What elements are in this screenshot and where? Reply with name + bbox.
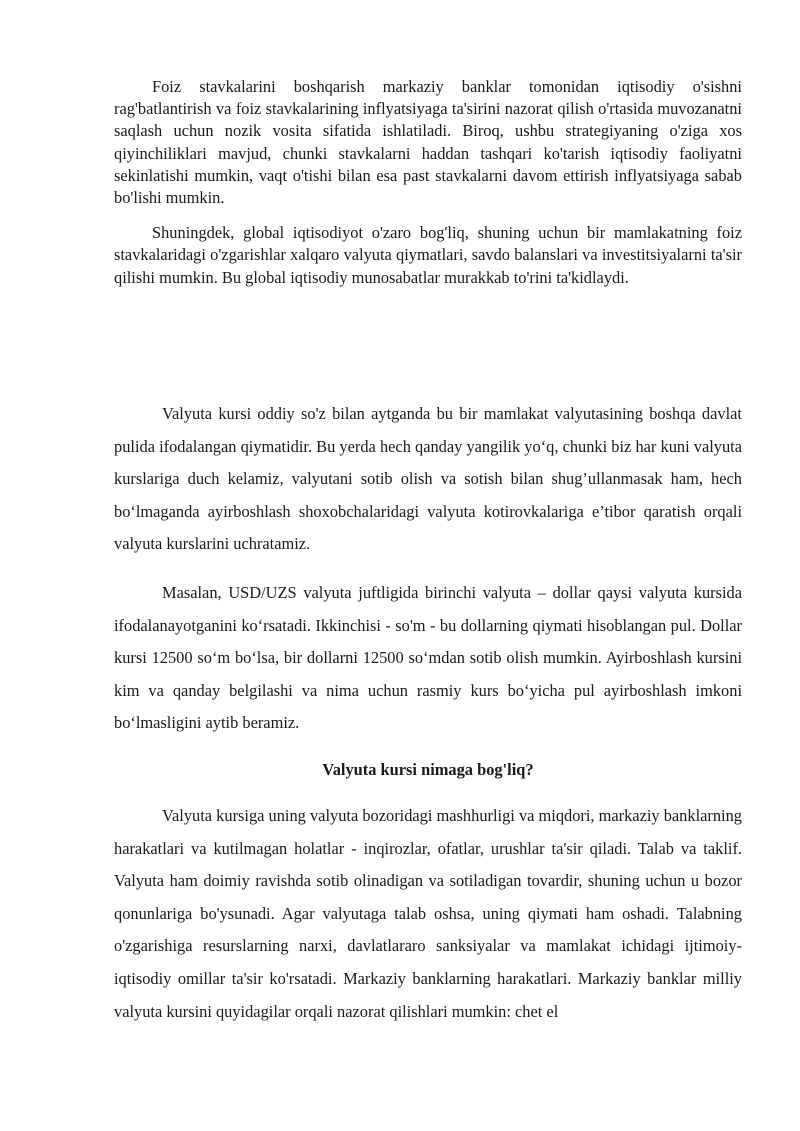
paragraph-interest-rates: Foiz stavkalarini boshqarish markaziy banklar tomonidan iqtisodiy o'sishni rag'batlantirish va foiz stavkalarining inflyatsiyaga ta'sirini nazorat qilish o'rtasida muvozanatni saqlash uchun nozik vosita sifatida ishlatiladi. Biroq, ushbu strategiyaning o'ziga xos qiyinchiliklari mavjud, chunki stavkalarni haddan tashqari ko'tarish iqtisodiy faoliyatni sekinlatishi mumkin, vaqt o'tishi bilan esa past stavkalarni davom ettirish inflyatsiyaga sabab bo'lishi mumkin. bbox=[114, 77, 742, 208]
document-section-top bbox=[114, 76, 742, 302]
paragraph-usd-uzs-example: Masalan, USD/UZS valyuta juftligida birinchi valyuta – dollar qaysi valyuta kursida ifodalanayotganini ko‘rsatadi. Ikkinchisi - so'm - bu dollarning qiymati hisoblangan pul. Dollar kursi 12500 so‘m bo‘lsa, bir dollarni 12500 so‘mdan sotib olish mumkin. Ayirboshlash kursini kim va qanday belgilashi va nima uchun rasmiy kurs bo‘yicha pul ayirboshlash imkoni bo‘lmasligini aytib beramiz. bbox=[114, 582, 742, 733]
section-heading: Valyuta kursi nimaga bog'liq? bbox=[322, 759, 534, 779]
paragraph-global-economy: Shuningdek, global iqtisodiyot o'zaro bog'liq, shuning uchun bir mamlakatning foiz stavkalaridagi o'zgarishlar xalqaro valyuta qiymatlari, savdo balanslari va investitsiyalarni ta'sir qilishi mumkin. Bu global iqtisodiy munosabatlar murakkab to'rini ta'kidlaydi. bbox=[114, 223, 742, 287]
paragraph-exchange-rate-factors: Valyuta kursiga uning valyuta bozoridagi mashhurligi va miqdori, markaziy banklarning harakatlari va kutilmagan holatlar - inqirozlar, ofatlar, urushlar ta'sir qiladi. Talab va taklif. Valyuta ham doimiy ravishda sotib olinadigan va sotiladigan tovardir, shuning uchun u bozor qonunlariga bo'ysunadi. Agar valyutaga talab oshsa, uning qiymati ham oshadi. Talabning o'zgarishiga resurslarning narxi, davlatlararo sanksiyalar va mamlakat ichidagi ijtimoiy-iqtisodiy omillar ta'sir ko'rsatadi. Markaziy banklarning harakatlari. Markaziy banklar milliy valyuta kursini quyidagilar orqali nazorat qilishlari mumkin: chet el bbox=[114, 805, 742, 1021]
document-section-exchange-rate bbox=[114, 398, 742, 1044]
paragraph-exchange-rate-definition: Valyuta kursi oddiy so'z bilan aytganda bu bir mamlakat valyutasining boshqa davlat pulida ifodalangan qiymatidir. Bu yerda hech qanday yangilik yo‘q, chunki biz har kuni valyuta kurslariga duch kelamiz, valyutani sotib olish va sotish bilan shug’ullanmasak ham, hech bo‘lmaganda ayirboshlash shoxobchalaridagi valyuta kotirovkalariga e’tibor qaratish orqali valyuta kurslarini uchratamiz. bbox=[114, 404, 742, 554]
